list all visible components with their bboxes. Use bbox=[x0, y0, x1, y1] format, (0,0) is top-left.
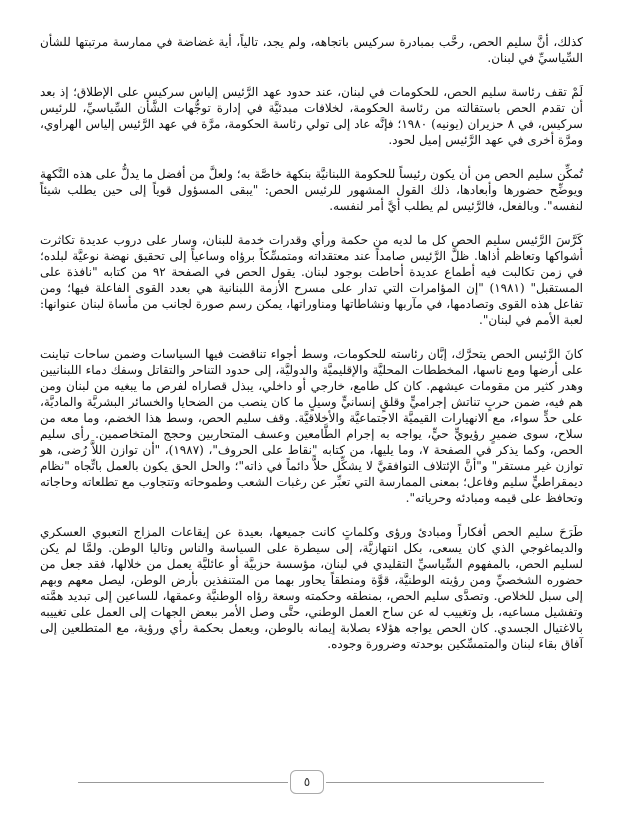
page-footer bbox=[0, 770, 623, 794]
footer-divider-right bbox=[326, 782, 544, 783]
page-number: ٥ bbox=[290, 770, 324, 794]
paragraph-4: كَرَّسَ الرَّئيس سليم الحص كل ما لديه من حكمة ورأي وقدرات خدمة للبنان، وسار على دروب عديدة تكاثرت أشواكها وتعاظم أذاها. ظلَّ الرَّئيس صامداً عند معتقداته ومتمسِّكاً برؤاه وساعياً إلى تحقيق نهضة نوعيَّة لبلده؛ في زمن تكالبت فيه أطماع عديدة أحاطت بوجود لبنان. يقول الحص في الصفحة ٩٢ من كتابه "نافذة على المستقبل" (١٩٨١) "إن المؤامرات التي تدار على مسرح الأزمة اللبنانية هي بعدد القوى الفاعلة فيها؛ ومن تفاعل هذه القوى وتصادمها، في مآربها ونشاطاتها ومناوراتها، يمكن رسم صورة لجانب من مأساة لبنان عنوانها: لعبة الأمم في لبنان". bbox=[40, 233, 583, 327]
paragraph-3: تُمكِّن سليم الحص من أن يكون رئيساً للحكومة اللبنانيَّة بنكهة خاصَّة به؛ ولعلَّ من أفضل ما يدلُّ على هذه النَّكهة ويوضِّح حضورها وأبعادها، ذلك القول المشهور للرئيس الحص: "يبقى المسؤول قوياً إلى حين يطلب شيئاً لنفسه". وبالفعل، فالرَّئيس لم يطلب أيَّ أمر لنفسه. bbox=[40, 167, 583, 213]
paragraph-6: طَرَحَ سليم الحص أفكاراً ومبادئ ورؤى وكلماتٍ كانت جميعها، بعيدة عن إيقاعات المزاج التعبوي العسكري والديماغوجي الذي كان يسعى، بكل انتهازيَّة، إلى سيطرة على السياسة والناس وتاليا الوطن. ولمَّا لم يكن لسليم الحص، بالمفهوم السِّياسيِّ التقليدي في لبنان، مؤسسة حزبيَّة أو عائليَّة يعمل من خلالها، فقد جعل من حضوره الشخصيِّ ومن رؤيته الوطنيَّة، قوَّة ومنطقاً يحاور بهما من المتنفذين بأرض الوطن، ليصل معهم وبهم إلى سبل للخلاص. وتصدَّى سليم الحص، بمنطقه وحكمته وسعة رؤاه الوطنيَّة وعمقها، للساعين إلى تبديد همَّته وتفشيل مساعيه، بل وتغييب له عن ساح العمل الوطني، حتَّى وصل الأمر ببعض الجهات إلى العمل على تغييبه بالاغتيال الجسدي. كان الحص يواجه هؤلاء بصلابة إيمانه بالوطن، ويعمل بحكمة رأي ورؤية، مع المتطلعين إلى آفاق بقاء لبنان والمتمسِّكين بوحدته وضرورة وجوده. bbox=[40, 525, 584, 651]
paragraph-1: كذلك، أنَّ سليم الحص، رحَّب بمبادرة سركيس باتجاهه، ولم يجد، تالياً، أية غضاضة في ممارسة مرتبتها للشأن السِّياسيِّ في لبنان. bbox=[40, 35, 583, 65]
footer-divider-left bbox=[78, 782, 288, 783]
paragraph-5: كانَ الرَّئيس الحص يتحرَّك، إبَّان رئاسته للحكومات، وسط أجواء تناقضت فيها السياسات وضمن ساحات تباينت على أرضها ومع ناسها، المخططات المحليَّة والإقليميَّة والدوليَّة، إلى حدود التناحر والتقاتل وسفك دماء اللبنانيين وهدر كثير من مقومات عيشهم. كان كل طامع، خارجي أو داخلي، يبذل قصاراه لفرص ما يبغيه من لبنان ومن هم فيه، ضمن حربٍ تناتش إجراميٍّ وقلقٍ إنسانيٍّ وسيلٍ ما كان ينصب من الضحايا والخسائر البشريَّة والماديَّة، على حدٍّ سواء، مع الانهيارات القيميَّة الاجتماعيَّة والأخلاقيَّة. وقف سليم الحص، وسط هذا الخضم، وما معه من سلاح، سوى ضميرٍ رؤيويٍّ حيٍّ، يواجه به إجرام الطَّامعين وعسف المتحاربين وحجج المتخاصمين. رأى سليم الحص، وكما يذكر في الصفحة ٧، وما يليها، من كتابه "نقاط على الحروف"، (١٩٨٧)، "أن توازن اللاَّ رُضى، هو توازن غير مستقر" و"أنَّ الإئتلاف التوافقيَّ لا يشكِّل حلاًّ دائماً في ذاته"؛ والحل الحق يكون بالعمل باتِّجاه "نظام ديمقراطيٍّ سليم وفاعل؛ بمعنى الممارسة التي تعبِّر عن رغبات الشعب وطموحاته وتتجاوب مع تطلعاته وحاجاته وتحافظ على قيمه ومبادئه وحرياته". bbox=[40, 347, 584, 505]
paragraph-2: لَمْ تقف رئاسة سليم الحص، للحكومات في لبنان، عند حدود عهد الرَّئيس إلياس سركيس على الإطلاق؛ إذ بعد أن تقدم الحص باستقالته من رئاسة الحكومة، لخلافات مبدئيَّة في إدارة توجُّهات الشَّأن السِّياسيِّ، للرئيس سركيس، في ٨ حزيران (يونيه) ١٩٨٠؛ فإنَّه عاد إلى تولي رئاسة الحكومة، مرَّة في عهد الرَّئيس إلياس الهراوي، ومرَّة أخرى في عهد الرَّئيس إميل لحود. bbox=[40, 85, 583, 147]
